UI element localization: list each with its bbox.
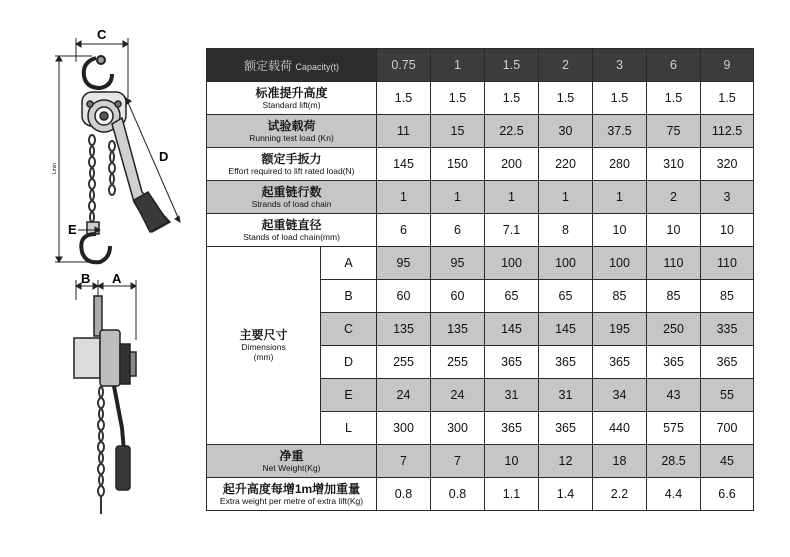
dimension-key: A (321, 247, 377, 280)
dimension-e-label: E (68, 222, 77, 237)
table-cell: 335 (701, 313, 754, 346)
dimensions-label (207, 247, 321, 445)
table-cell: 145 (377, 148, 431, 181)
table-cell: 1.5 (593, 82, 647, 115)
row-label-en: Net Weight(Kg) (262, 462, 321, 473)
table-cell: 34 (593, 379, 647, 412)
table-cell: 75 (647, 115, 701, 148)
row-label-cn: 标准提升高度 (255, 85, 328, 100)
table-cell: 6.6 (701, 478, 754, 511)
table-cell: 195 (593, 313, 647, 346)
strands-row (207, 181, 754, 214)
capacity-label-cn: 额定载荷 (243, 58, 292, 73)
dimension-d-label: D (159, 149, 169, 164)
row-label-cn: 起重链直径 (261, 217, 322, 232)
chain-diameter-row (207, 214, 754, 247)
dimension-c-label: C (97, 27, 107, 42)
lever-hoist-diagram (0, 0, 205, 557)
row-label (207, 445, 377, 478)
capacity-cell: 6 (647, 49, 701, 82)
table-cell: 575 (647, 412, 701, 445)
table-cell: 43 (647, 379, 701, 412)
table-cell: 440 (593, 412, 647, 445)
table-cell: 1 (377, 181, 431, 214)
table-cell: 1 (485, 181, 539, 214)
table-cell: 1 (431, 181, 485, 214)
dimension-a-label: A (112, 271, 122, 286)
dimensions-unit: (mm) (253, 352, 274, 362)
capacity-label-en: Capacity(t) (295, 61, 339, 72)
table-cell: 6 (377, 214, 431, 247)
table-cell: 365 (485, 412, 539, 445)
row-label (207, 181, 377, 214)
table-cell: 18 (593, 445, 647, 478)
table-cell: 15 (431, 115, 485, 148)
row-label-cn: 额定手扳力 (261, 151, 322, 166)
table-cell: 100 (593, 247, 647, 280)
standard-lift-row (207, 82, 754, 115)
table-cell: 300 (431, 412, 485, 445)
top-hook (84, 56, 112, 88)
table-cell: 3 (701, 181, 754, 214)
table-cell: 24 (377, 379, 431, 412)
load-chain (89, 135, 115, 222)
capacity-cell: 3 (593, 49, 647, 82)
row-label-en: Strands of load chain (251, 198, 332, 209)
table-cell: 1.5 (647, 82, 701, 115)
table-cell: 60 (377, 280, 431, 313)
table-cell: 300 (377, 412, 431, 445)
table-cell: 220 (539, 148, 593, 181)
table-cell: 1 (593, 181, 647, 214)
table-cell: 365 (539, 412, 593, 445)
hoist-side-view (74, 296, 136, 490)
table-cell: 60 (431, 280, 485, 313)
capacity-header-label (207, 49, 377, 82)
table-cell: 31 (485, 379, 539, 412)
table-cell: 7 (377, 445, 431, 478)
table-cell: 10 (593, 214, 647, 247)
table-cell: 6 (431, 214, 485, 247)
table-cell: 10 (701, 214, 754, 247)
table-cell: 95 (431, 247, 485, 280)
capacity-cell: 1 (431, 49, 485, 82)
table-cell: 7.1 (485, 214, 539, 247)
side-view-chain (98, 387, 104, 514)
row-label (207, 148, 377, 181)
lever-handle (112, 118, 170, 232)
table-cell: 85 (593, 280, 647, 313)
dimensions-label-en: Dimensions (241, 342, 286, 352)
table-cell: 85 (701, 280, 754, 313)
table-cell: 10 (485, 445, 539, 478)
table-cell: 28.5 (647, 445, 701, 478)
table-cell: 65 (485, 280, 539, 313)
effort-row (207, 148, 754, 181)
table-cell: 365 (593, 346, 647, 379)
row-label-cn: 起重链行数 (261, 184, 322, 199)
row-label-en: Running test load (Kn) (249, 132, 334, 143)
table-cell: 4.4 (647, 478, 701, 511)
dimension-key: L (321, 412, 377, 445)
capacity-cell: 1.5 (485, 49, 539, 82)
table-cell: 250 (647, 313, 701, 346)
table-cell: 10 (647, 214, 701, 247)
table-cell: 280 (593, 148, 647, 181)
row-label (207, 82, 377, 115)
dimension-row-a (207, 247, 754, 280)
table-cell: 100 (539, 247, 593, 280)
table-cell: 1.5 (701, 82, 754, 115)
table-cell: 85 (647, 280, 701, 313)
row-label (207, 478, 377, 511)
capacity-header-row (207, 49, 754, 82)
extra-weight-row (207, 478, 754, 511)
table-cell: 7 (431, 445, 485, 478)
table-cell: 1.5 (539, 82, 593, 115)
table-cell: 135 (377, 313, 431, 346)
row-label-en: Extra weight per metre of extra lift(Kg) (219, 495, 364, 506)
table-cell: 95 (377, 247, 431, 280)
dimension-b-label: B (81, 271, 91, 286)
specification-table (206, 48, 754, 511)
table-cell: 100 (485, 247, 539, 280)
dimensions-label-cn: 主要尺寸 (239, 328, 288, 342)
table-cell: 1.5 (485, 82, 539, 115)
row-label-cn: 试验载荷 (267, 118, 316, 133)
table-cell: 365 (647, 346, 701, 379)
table-cell: 110 (701, 247, 754, 280)
table-cell: 2.2 (593, 478, 647, 511)
row-label-cn: 净重 (279, 448, 304, 463)
row-label-en: Stands of load chain(mm) (243, 231, 340, 242)
table-cell: 112.5 (701, 115, 754, 148)
capacity-cell: 2 (539, 49, 593, 82)
capacity-cell: 9 (701, 49, 754, 82)
row-label-en: Effort required to lift rated load(N) (228, 165, 355, 176)
net-weight-row (207, 445, 754, 478)
table-cell: 65 (539, 280, 593, 313)
test-load-row (207, 115, 754, 148)
table-cell: 1.5 (377, 82, 431, 115)
table-cell: 365 (485, 346, 539, 379)
row-label (207, 214, 377, 247)
table-cell: 1.4 (539, 478, 593, 511)
table-cell: 0.8 (431, 478, 485, 511)
table-cell: 145 (485, 313, 539, 346)
table-cell: 145 (539, 313, 593, 346)
row-label-en: Standard lift(m) (262, 99, 321, 110)
table-cell: 55 (701, 379, 754, 412)
table-cell: 365 (701, 346, 754, 379)
table-cell: 110 (647, 247, 701, 280)
table-cell: 8 (539, 214, 593, 247)
table-cell: 45 (701, 445, 754, 478)
table-cell: 255 (431, 346, 485, 379)
table-cell: 1.5 (431, 82, 485, 115)
dimension-key: C (321, 313, 377, 346)
table-cell: 1.1 (485, 478, 539, 511)
row-label (207, 115, 377, 148)
table-cell: 150 (431, 148, 485, 181)
table-cell: 37.5 (593, 115, 647, 148)
table-cell: 31 (539, 379, 593, 412)
dimension-l-label: Lmin (52, 163, 58, 174)
table-cell: 24 (431, 379, 485, 412)
table-cell: 30 (539, 115, 593, 148)
table-cell: 365 (539, 346, 593, 379)
table-cell: 11 (377, 115, 431, 148)
row-label-cn: 起升高度每增1m增加重量 (222, 481, 361, 496)
table-cell: 700 (701, 412, 754, 445)
dimension-key: B (321, 280, 377, 313)
capacity-cell: 0.75 (377, 49, 431, 82)
table-cell: 255 (377, 346, 431, 379)
table-cell: 12 (539, 445, 593, 478)
table-cell: 0.8 (377, 478, 431, 511)
dimension-key: E (321, 379, 377, 412)
table-cell: 1 (539, 181, 593, 214)
table-cell: 2 (647, 181, 701, 214)
table-cell: 135 (431, 313, 485, 346)
dimension-key: D (321, 346, 377, 379)
table-cell: 22.5 (485, 115, 539, 148)
table-cell: 200 (485, 148, 539, 181)
table-cell: 320 (701, 148, 754, 181)
table-cell: 310 (647, 148, 701, 181)
